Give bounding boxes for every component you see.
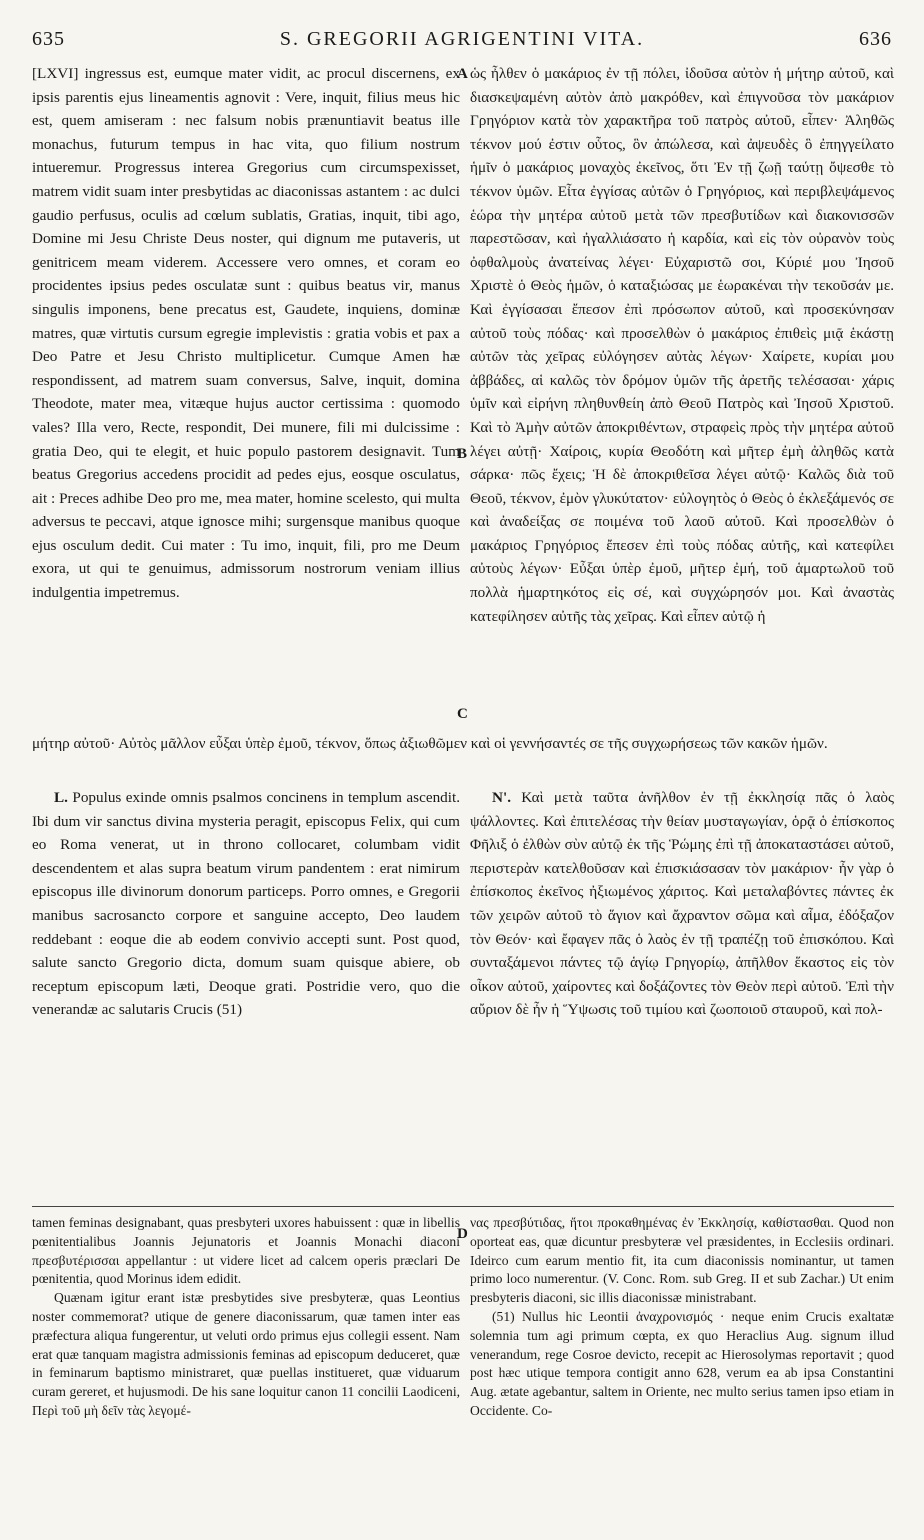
margin-marker-d: D [457,1226,468,1242]
section-number: Ν'. [492,789,511,806]
footnote-paragraph: Quænam igitur erant istæ presbytides sive presbyteræ, quas Leontius noster commemorat? utique de genere diaconissarum, quæ tamen inter eas præfectura aliqua fungerentur, ut veluti ordo primus ejus collegii essent. Nam erat quæ tanquam magistra admissionis feminas ad episcopum deduceret, quæ in feminarum baptismo ministraret, quæ puellas institueret, quæ viduarum curam gereret, et hujusmodi. De his sane loquitur canon 11 concilii Laodiceni, Περὶ τοῦ μὴ δεῖν τὰς λεγομέ- [32,1290,460,1418]
margin-marker-a: A [457,66,468,82]
page-number-left: 635 [32,28,65,50]
footnotes-right-column [470,1214,894,1514]
page-number-right: 636 [859,28,892,50]
latin-text-column-1 [32,62,460,722]
greek-section-text: Καὶ μετὰ ταῦτα ἀνῆλθον ἐν τῇ ἐκκλησίᾳ πᾶς ὁ λαὸς ψάλλοντες. Καὶ ἐπιτελέσας τὴν θείαν μυσταγωγίαν, ὁρᾷ ὁ ἐπίσκοπος Φῆλιξ ὁ ἐλθὼν σὺν αὐτῷ ἐκ τῆς Ῥώμης ἐπὶ τῇ ἀποκαταστάσει αὐτοῦ, περιστερὰν κατελθοῦσαν καὶ ἐπισκιάσασαν τὸν μακάριον· ἦν γὰρ ὁ ἐπίσκοπος ἐκεῖνος ἠξιωμένος χάριτος. Καὶ μεταλαβόντες πάντες ἐκ τῶν χειρῶν αὐτοῦ τὸ ἅγιον καὶ ἄχραντον σῶμα καὶ αἷμα, ἐδόξαζον τὸν Θεόν· καὶ ἔφαγεν πᾶς ὁ λαὸς ἐν τῇ τραπέζῃ τοῦ ἐπισκόπου. Καὶ συνταξάμενοι πάντες τῷ ἁγίῳ Γρηγορίῳ, ἀπῆλθον ἕκαστος εἰς τὸν οἶκον αὐτοῦ, χαίροντες καὶ δοξάζοντες τὸν Θεὸν περὶ αὐτοῦ. Ἐπὶ τὴν αὔριον δὲ ἦν ἡ Ὕψωσις τοῦ τιμίου καὶ ζωοποιοῦ σταυροῦ, καὶ πολ- [470,789,894,1019]
greek-text-column-2 [470,786,894,1196]
footnote-paragraph: νας πρεσβύτιδας, ἤτοι προκαθημένας ἐν Ἐκκλησίᾳ, καθίστασθαι. Quod non oporteat eas, quæ dicuntur presbyteræ vel præsidentes, in Ecclesiis ordinari. Ideirco cum earum mentio fit, ita cum diaconissis nominantur, ut tamen primo loco numerentur. (V. Conc. Rom. sub Greg. II et sub Zachar.) Ut enim presbyteris diaconi, sic illis diaconissæ ministrabant. [470,1215,894,1306]
footnote-paragraph: tamen feminas designabant, quas presbyteri uxores habuissent : quæ in libellis pœnitentialibus Joannis Jejunatoris et Joannis Monachi diaconi πρεσβυτέρισσαι appellantur : ut videre licet ad calcem operis præclari De pœnitentia, quod Morinus idem edidit. [32,1215,460,1287]
greek-text-column-1 [470,62,894,722]
greek-full-width-line [32,732,894,780]
greek-paragraph: ὡς ἦλθεν ὁ μακάριος ἐν τῇ πόλει, ἰδοῦσα αὐτὸν ἡ μήτηρ αὐτοῦ, καὶ διασκεψαμένη αὐτὸν ἀπὸ μακρόθεν, καὶ ἐπιγνοῦσα τὸν μακάριον Γρηγόριον κατὰ τὸν χαρακτῆρα τοῦ πατρὸς αὐτοῦ, εἶπεν· Ἀληθῶς τέκνον μού ἐστιν οὗτος, ὃν ἀπώλεσα, καὶ ἀψευδὲς ὃ ἐπηγγείλατο ἡμῖν ὁ μακάριος μοναχὸς ἐκεῖνος, ὅτι Ἐν τῇ ζωῇ ταύτῃ ὄψεσθε τὸ τέκνον ὑμῶν. Εἶτα ἐγγίσας αὐτῶν ὁ Γρηγόριος, καὶ περιβλεψάμενος ἑώρα τὴν μητέρα αὐτοῦ μετὰ τῶν πρεσβυτίδων καὶ διακονισσῶν παρεστῶσαν, καὶ ἠγαλλιάσατο ἡ καρδία, καὶ εἰς τὸν οὐρανὸν τοὺς ὀφθαλμοὺς ἀνατείνας λέγει· Εὐχαριστῶ σοι, Κύριέ μου Ἰησοῦ Χριστὲ ὁ Θεὸς ἡμῶν, ὁ καταξιώσας με ἑωρακέναι τὴν τεκοῦσάν με. Καὶ ἐγγίσασαι ἔπεσον ἐπὶ πρόσωπον αὐτοῦ, καὶ προσεκύνησαν αὐτοῦ τοὺς πόδας· καὶ προσελθὼν ὁ μακάριος ἐπιθεὶς μιᾷ ἑκάστῃ αὐτῶν τὰς χεῖρας εὐλόγησεν αὐτὰς λέγων· Χαίρετε, κυρίαι μου ἀββάδες, αἱ καλῶς τὸν δρόμον ὑμῶν τῆς ἀρετῆς τελέσασαι· χάρις ὑμῖν καὶ εἰρήνη πληθυνθείη ἀπὸ Θεοῦ Πατρὸς καὶ Ἰησοῦ Χριστοῦ. Καὶ τὸ Ἀμὴν αὐτῶν ἀποκριθέντων, στραφεὶς πρὸς τὴν μητέρα αὐτοῦ λέγει αὐτῇ· Χαίροις, κυρία Θεοδότη καὶ μῆτερ ἐμὴ ἀληθῶς κατὰ σάρκα· πῶς ἔχεις; Ἡ δὲ ἀποκριθεῖσα λέγει αὐτῷ· Καλῶς διὰ τοῦ Θεοῦ, τέκνον, ἐμὸν γλυκύτατον· εὐλογητὸς ὁ Θεὸς ὁ ἐκλεξάμενός σε καὶ ἀναδείξας σε ποιμένα τοῦ λαοῦ αὐτοῦ. Καὶ προσελθὼν ὁ μακάριος Γρηγόριος ἔπεσεν ἐπὶ τοὺς πόδας αὐτῆς, καὶ κατεφίλει αὐτοὺς λέγων· Εὖξαι ὑπὲρ ἐμοῦ, μῆτερ ἐμή, τοῦ ἁμαρτωλοῦ τοῦ πολλὰ ἡμαρτηκότος εἰς σέ, καὶ συγχώρησόν μοι. Καὶ ἀναστὰς κατεφίλησεν αὐτῆς τὰς χεῖρας. Καὶ εἶπεν αὐτῷ ἡ [470,65,894,625]
footnote-divider [32,1206,894,1207]
latin-section-l [32,786,460,1022]
latin-paragraph: [LXVI] ingressus est, eumque mater vidit, ac procul discernens, ex ipsis parentis ejus lineamentis agnovit : Vere, inquit, filius meus hic est, quem amiseram : nec falsum nobis prænuntiavit beatus ille monachus, futurum tempus in hac vita, quo filium nostrum intueremur. Progressus interea Gregorius cum circumspexisset, matrem vidit suam inter presbytidas ac diaconissas astantem : ac dulci gaudio perfusus, oculis ad cœlum sublatis, Gratias, inquit, tibi ago, Domine mi Jesu Christe Deus noster, qui dignum me putaveris, ut genitricem meam viderem. Accessere vero omnes, et coram eo procidentes ipsius pedes osculatæ sunt : quibus beatus vir, manus singulis imponens, bene precatus est, Gaudete, inquiens, dominæ matres, quæ virtutis cursum egregie implevistis : gratia vobis et pax a Deo Patre et Jesu Christo multiplicetur. Cumque Amen hæ respondissent, ad matrem suam conversus, Salve, inquit, domina Theodote, mater mea, vitæque hujus auctor certissima : quomodo vales? Illa vero, Recte, respondit, Dei munere, fili mi dulcissime : gratia Deo, qui te elegit, et huic populo pastorem designavit. Tum beatus Gregorius accedens procidit ad pedes ejus, eosque osculatus, ait : Preces adhibe Deo pro me, mea mater, homine scelesto, qui multa adversus te peccavi, atque ignosce mihi; surgensque manibus quoque ejus osculum dedit. Cui mater : Tu imo, inquit, fili, pro me Deum exora, ut qui te genuimus, admissorum nostrorum veniam illius indulgentia impetremus. [32,65,460,602]
greek-section-n [470,786,894,1022]
latin-section-text: Populus exinde omnis psalmos concinens in templum ascendit. Ibi dum vir sanctus divina mysteria peragit, episcopus Felix, qui cum eo Roma venerat, ut in throno collocaret, columbam vidit descendentem et alas supra beatum virum pandentem : erat nimirum episcopus ille divinorum donorum particeps. Porro omnes, e Gregorii manibus sacrosancto corpore et sanguine accepto, Deo laudem reddebant : eoque die ab eodem convivio accepti sunt. Post quod, salute sancto Gregorio dicta, domum suam quisque abiere, ob receptum episcopum læti, Deoque grati. Postridie vero, quo die venerandæ ac salutaris Crucis (51) [32,789,460,1019]
margin-marker-b: B [457,446,468,462]
section-number: L. [54,789,68,806]
latin-text-column-2 [32,786,460,1196]
footnote-51: (51) Nullus hic Leontii ἀναχρονισμός · neque enim Crucis exaltatæ solemnia tum agi primum cœpta, ex quo Heraclius Aug. signum illud venerandum, rege Cosroe devicto, recepit ac Hierosolymas reportavit ; quod post hæc utique tempora contigit anno 628, verum ea ab ipsa Constantini Aug. ætate agebantur, saltem in Oriente, nec multo serius tamen ipso etiam in Occidente. Co- [470,1308,894,1418]
greek-continuation: μήτηρ αὐτοῦ· Αὐτὸς μᾶλλον εὖξαι ὑπὲρ ἐμοῦ, τέκνον, ὅπως ἀξιωθῶμεν καὶ οἱ γεννήσαντές σε τῆς συγχωρήσεως τῶν κακῶν ἡμῶν. [32,735,828,752]
page-header [32,28,892,58]
running-title: S. GREGORII AGRIGENTINI VITA. [279,28,645,50]
footnotes-left-column [32,1214,460,1514]
margin-marker-c: C [457,706,468,722]
